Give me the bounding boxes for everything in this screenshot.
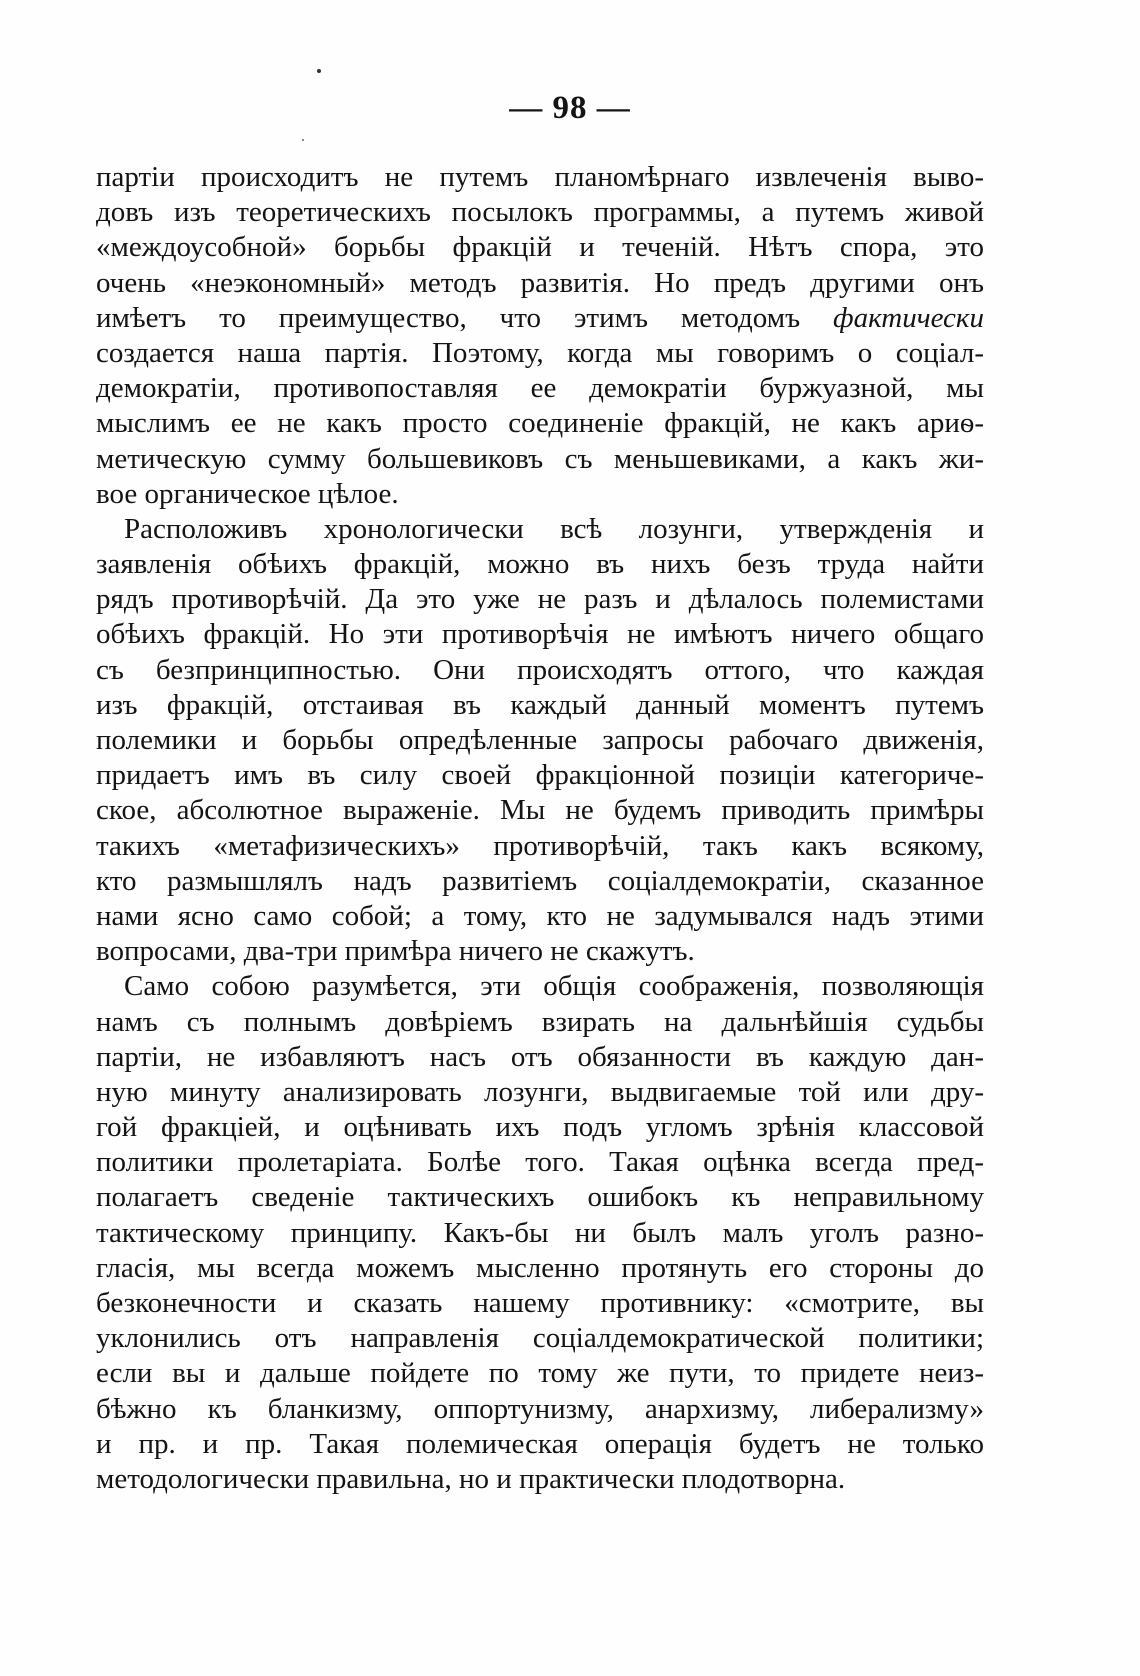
text-line: создается наша партія. Поэтому, когда мы говоримъ о соціал- [96,336,984,369]
text-line: рядъ противорѣчій. Да это уже не разъ и дѣлалось полемистами [96,583,984,616]
text-line: намъ съ полнымъ довѣріемъ взирать на дальнѣйшія судьбы [96,1005,984,1038]
text-line: довъ изъ теоретическихъ посылокъ программы, а путемъ живой [96,196,984,229]
text-line: мыслимъ ее не какъ просто соединеніе фракцій, не какъ ариѳ- [96,407,984,440]
text-line: полемики и борьбы опредѣленные запросы рабочаго движенія, [96,724,984,756]
text-line: обѣихъ фракцій. Но эти противорѣчія не имѣютъ ничего общаго [96,618,984,651]
text-line [96,301,984,336]
text-line: ную минуту анализировать лозунги, выдвигаемые той или дру- [96,1075,984,1108]
text-line: партіи происходитъ не путемъ планомѣрнаго извлеченія выво- [96,161,984,193]
text-line: методологически правильна, но и практически плодотворна. [96,1462,846,1495]
text-line: Само собою разумѣется, эти общія соображенія, позволяющія [124,970,984,1003]
text-line: заявленія обѣихъ фракцій, можно въ нихъ безъ труда найти [96,548,984,581]
text-line: партіи, не избавляютъ насъ отъ обязанности въ каждую дан- [96,1040,984,1073]
text-line: полагаетъ сведеніе тактическихъ ошибокъ къ неправильному [96,1181,984,1214]
text-line: если вы и дальше пойдете по тому же пути, то придете неиз- [96,1357,984,1390]
text-line: «междоусобной» борьбы фракцій и теченій. Нѣтъ спора, это [96,231,984,264]
print-speck [317,69,321,73]
text-line: гой фракціей, и оцѣнивать ихъ подъ угломъ зрѣнія классовой [96,1111,984,1144]
text-line: тактическому принципу. Какъ-бы ни былъ малъ уголъ разно- [96,1216,984,1249]
text-line: метическую сумму большевиковъ съ меньшевиками, а какъ жи- [96,442,984,475]
text-line: придаетъ имъ въ силу своей фракціонной позиціи категориче- [96,759,984,792]
text-line: такихъ «метафизическихъ» противорѣчій, такъ какъ всякому, [96,829,984,862]
text-line: бѣжно къ бланкизму, оппортунизму, анархизму, либерализму» [96,1392,984,1425]
text-line: и пр. и пр. Такая полемическая операція будетъ не только [96,1427,984,1460]
text-line: гласія, мы всегда можемъ мысленно протянуть его стороны до [96,1251,984,1284]
text-line: вое органическое цѣлое. [96,477,399,510]
text-line: безконечности и сказать нашему противнику: «смотрите, вы [96,1287,984,1319]
text-line: политики пролетаріата. Болѣе того. Такая оцѣнка всегда пред- [96,1146,984,1179]
text-line: нами ясно само собой; а тому, кто не задумывался надъ этими [96,899,984,932]
print-speck [302,139,304,141]
body-text [96,160,984,1497]
text-line: кто размышлялъ надъ развитіемъ соціалдемократіи, сказанное [96,864,984,897]
text-line: съ безпринципностью. Они происходятъ оттого, что каждая [96,653,984,686]
text-line: уклонились отъ направленія соціалдемократической политики; [96,1322,984,1355]
text-line: демократіи, противопоставляя ее демократіи буржуазной, мы [96,372,984,405]
text-line: очень «неэкономный» методъ развитія. Но предъ другими онъ [96,266,984,299]
italic-word: фактически [833,301,984,334]
text-line-segment: имѣетъ то преимущество, что этимъ методомъ [96,301,801,334]
text-line: вопросами, два-три примѣра ничего не скажутъ. [96,935,695,968]
text-line: ское, абсолютное выраженіе. Мы не будемъ приводить примѣры [96,794,984,827]
text-line: Расположивъ хронологически всѣ лозунги, утвержденія и [124,512,984,545]
text-line: изъ фракцій, отстаивая въ каждый данный моментъ путемъ [96,688,984,721]
page-number: — 98 — [509,90,631,126]
